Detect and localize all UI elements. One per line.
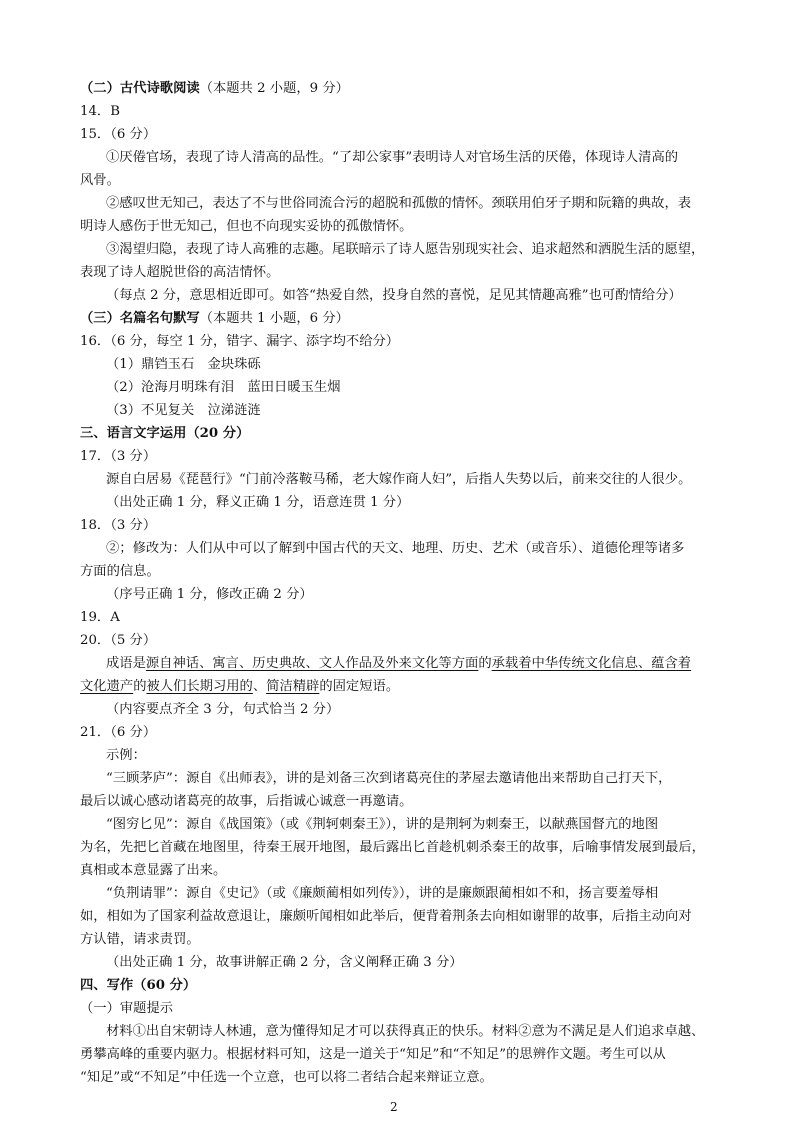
- answer-21-example-1-line-1: “三顾茅庐”：源自《出师表》，讲的是刘备三次到诸葛亮住的茅屋去邀请他出来帮助自己打天下，: [106, 771, 672, 786]
- answer-15-point-2-line-2: 明诗人感伤于世无知己，但也不向现实妥协的孤傲情怀。: [80, 219, 413, 234]
- answer-21-example-1-line-2: 最后以诚心感动诸葛亮的故事，后指诚心诚意一再邀请。: [80, 794, 413, 809]
- answer-18-score-note: （序号正确 1 分，修改正确 2 分）: [106, 587, 313, 602]
- answer-14: 14．B: [80, 104, 120, 119]
- answer-21-example-3-line-1: “负荆请罪”：源自《史记》（或《廉颇蔺相如列传》），讲的是廉颇跟蔺相如不和，扬言要羞辱相: [106, 886, 659, 901]
- answer-21-example-3-line-3: 方认错，请求责罚。: [80, 932, 200, 947]
- section-2-heading: [80, 77, 349, 100]
- answer-20-line-1: [106, 652, 691, 675]
- answer-15-point-3-line-1: ③渴望归隐，表现了诗人高雅的志趣。尾联暗示了诗人愿告别现实社会、追求超然和洒脱生活的愿望，: [106, 242, 705, 257]
- answer-21-example-2-line-1: “图穷匕见”：源自《战国策》（或《荆轲刺秦王》），讲的是荆轲为刺秦王，以献燕国督亢的地图: [106, 817, 659, 832]
- answer-17-text: 源自白居易《琵琶行》“门前冷落鞍马稀，老大嫁作商人妇”，后指人失势以后，前来交往的人很少。: [106, 472, 692, 487]
- answer-21-score-note: （出处正确 1 分，故事讲解正确 2 分，含义阐释正确 3 分）: [106, 955, 463, 970]
- answer-20-underlined: 承载着中华传统文化信息、蕴含着: [491, 656, 692, 671]
- answer-21-example-3-line-2: 如，相如为了国家利益故意退让，廉颇听闻相如此举后，便背着荆条去向相如谢罪的故事，后指主动向对: [80, 909, 692, 924]
- answer-20-text: 的固定短语。: [319, 679, 400, 694]
- answer-20-line-2: [80, 675, 399, 698]
- answer-20-underlined: 被人们长期习用的: [146, 679, 253, 694]
- section-3-note: （本题共 1 小题，6 分）: [199, 311, 349, 326]
- answer-21-example-2-line-3: 真相或本意显露了出来。: [80, 863, 227, 878]
- answer-16-3: （3）不见复关 泣涕涟涟: [106, 403, 261, 418]
- answer-16-1: （1）鼎铛玉石 金块珠砾: [106, 357, 261, 372]
- answer-20-underlined: 简洁精辟: [266, 679, 320, 694]
- section-2-title: （二）古代诗歌阅读: [80, 81, 200, 96]
- answer-20-score-note: （内容要点齐全 3 分，句式恰当 2 分）: [106, 702, 340, 717]
- question-17-head: 17．（3 分）: [80, 449, 157, 464]
- question-16-head: 16．（6 分，每空 1 分，错字、漏字、添字均不给分）: [80, 334, 400, 349]
- question-21-head: 21．（6 分）: [80, 725, 157, 740]
- writing-hint-title: （一）审题提示: [80, 1001, 174, 1016]
- answer-18-line-1: ②；修改为：人们从中可以了解到中国古代的天文、地理、历史、艺术（或音乐）、道德伦理等诸多: [106, 541, 685, 556]
- section-2-note: （本题共 2 小题，9 分）: [199, 81, 349, 96]
- answer-15-point-3-line-2: 表现了诗人超脱世俗的高洁情怀。: [80, 265, 280, 280]
- answer-15-point-1-line-2: 风骨。: [80, 173, 120, 188]
- answer-20-text: 的: [133, 679, 147, 694]
- answer-20-underlined: 文化遗产: [80, 679, 134, 694]
- writing-hint-line-2: 勇攀高峰的重要内驱力。根据材料可知，这是一道关于“知足”和“不知足”的思辨作文题。考生可以从: [80, 1047, 666, 1062]
- answer-20-underlined: 源自神话、寓言、历史典故、文人作品及外来文化等方面: [145, 656, 479, 671]
- page-number: 2: [390, 1100, 398, 1114]
- writing-hint-line-1: 材料①出自宋朝诗人林逋，意为懂得知足才可以获得真正的快乐。材料②意为不满足是人们追求卓越、: [106, 1024, 705, 1039]
- answer-15-score-note: （每点 2 分，意思相近即可。如答“热爱自然，投身自然的喜悦，足见其情趣高雅”也可酌情给分）: [106, 288, 682, 303]
- section-3-heading: [80, 307, 349, 330]
- answer-15-point-2-line-1: ②感叹世无知己，表达了不与世俗同流合污的超脱和孤傲的情怀。颈联用伯牙子期和阮籍的典故，表: [106, 196, 692, 211]
- part-4-title: 四、写作（60 分）: [80, 978, 197, 993]
- answer-20-text: 、: [252, 679, 267, 694]
- answer-18-line-2: 方面的信息。: [80, 564, 160, 579]
- answer-21-example-2-line-2: 为名，先把匕首藏在地图里，待秦王展开地图，最后露出匕首趁机刺杀秦王的故事，后喻事情发展到最后，: [80, 840, 705, 855]
- answer-20-text: 的: [478, 656, 492, 671]
- question-18-head: 18．（3 分）: [80, 518, 157, 533]
- section-3-title: （三）名篇名句默写: [80, 311, 200, 326]
- part-3-title: 三、语言文字运用（20 分）: [80, 426, 250, 441]
- answer-19: 19．A: [80, 610, 120, 625]
- answer-16-2: （2）沧海月明珠有泪 蓝田日暖玉生烟: [106, 380, 341, 395]
- writing-hint-line-3: “知足”或“不知足”中任选一个立意，也可以将二者结合起来辩证立意。: [80, 1070, 493, 1085]
- question-20-head: 20．（5 分）: [80, 633, 157, 648]
- answer-21-example-label: 示例：: [106, 748, 146, 763]
- question-15-head: 15．（6 分）: [80, 127, 157, 142]
- answer-17-score-note: （出处正确 1 分，释义正确 1 分，语意连贯 1 分）: [106, 495, 410, 510]
- answer-15-point-1-line-1: ①厌倦官场，表现了诗人清高的品性。“了却公家事”表明诗人对官场生活的厌倦，体现诗人清高的: [106, 150, 679, 165]
- answer-20-text: 成语是: [106, 656, 146, 671]
